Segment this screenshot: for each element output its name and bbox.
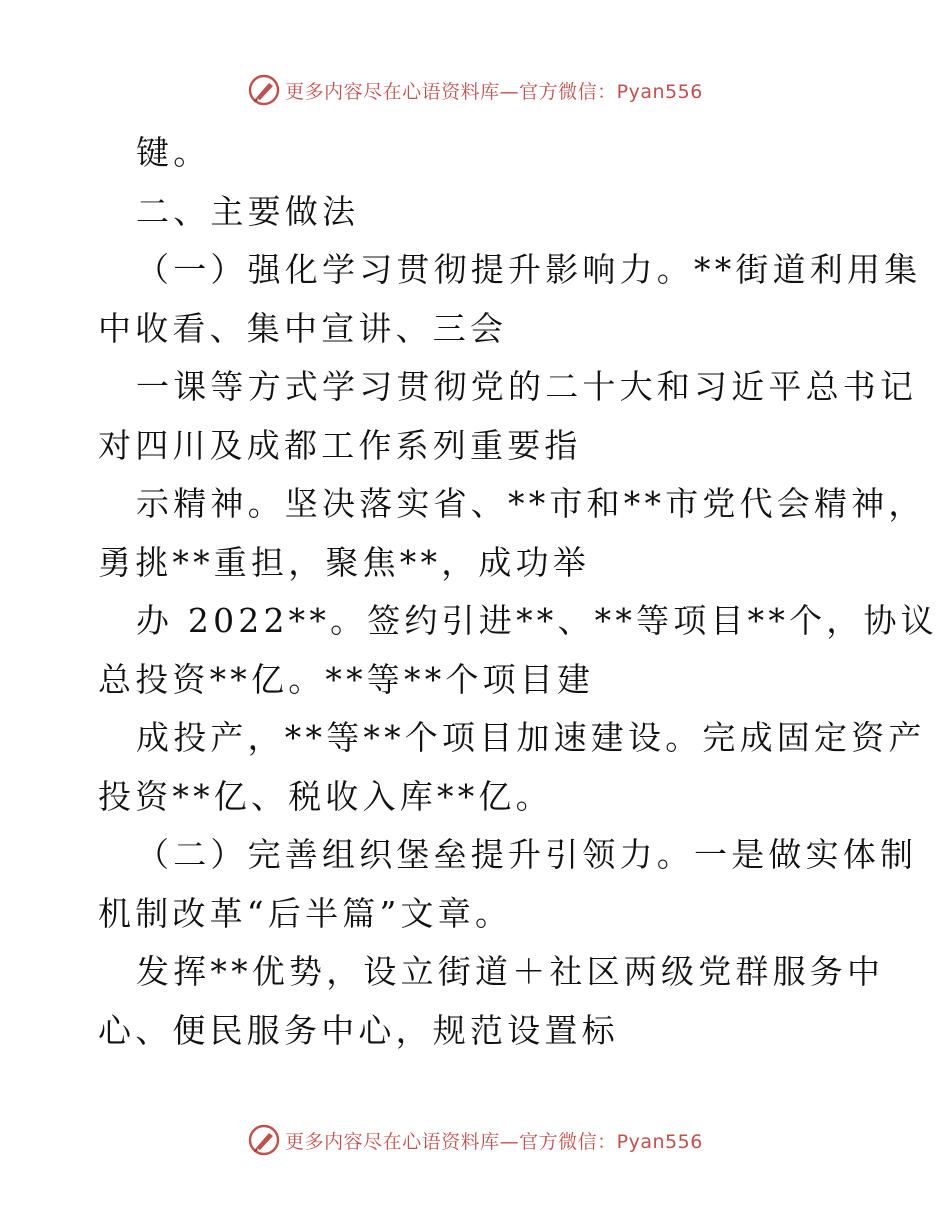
footer-banner-text: 更多内容尽在心语资料库—官方微信：Pyan556 xyxy=(285,1130,703,1153)
body-line: 二、主要做法 xyxy=(136,191,360,231)
header-banner-text: 更多内容尽在心语资料库—官方微信：Pyan556 xyxy=(285,80,703,103)
body-line: 心、便民服务中心，规范设置标 xyxy=(98,1010,619,1050)
body-line: 投资**亿、税收入库**亿。 xyxy=(98,776,553,816)
body-line: 总投资**亿。**等**个项目建 xyxy=(98,659,595,699)
body-line: 勇挑**重担，聚焦**，成功举 xyxy=(98,542,590,582)
body-line: （一）强化学习贯彻提升影响力。**街道利用集 xyxy=(136,250,922,289)
document-body xyxy=(98,124,938,1060)
pen-logo-icon xyxy=(247,1123,281,1157)
body-line: （二）完善组织堡垒提升引领力。一是做实体制 xyxy=(136,835,918,874)
body-line: 发挥**优势，设立街道＋社区两级党群服务中 xyxy=(136,952,885,991)
body-line: 一课等方式学习贯彻党的二十大和习近平总书记 xyxy=(136,367,918,406)
body-line: 成投产，**等**个项目加速建设。完成固定资产 xyxy=(136,718,926,757)
header-banner xyxy=(0,70,950,110)
body-line: 办 2022**。签约引进**、**等项目**个，协议 xyxy=(136,601,938,640)
footer-banner xyxy=(0,1120,950,1160)
body-line: 键。 xyxy=(136,133,211,172)
body-line: 中收看、集中宣讲、三会 xyxy=(98,308,508,348)
body-line: 机制改革“后半篇”文章。 xyxy=(98,893,513,933)
body-line: 示精神。坚决落实省、**市和**市党代会精神， xyxy=(136,484,926,523)
pen-logo-icon xyxy=(247,73,281,107)
body-line: 对四川及成都工作系列重要指 xyxy=(98,425,582,465)
